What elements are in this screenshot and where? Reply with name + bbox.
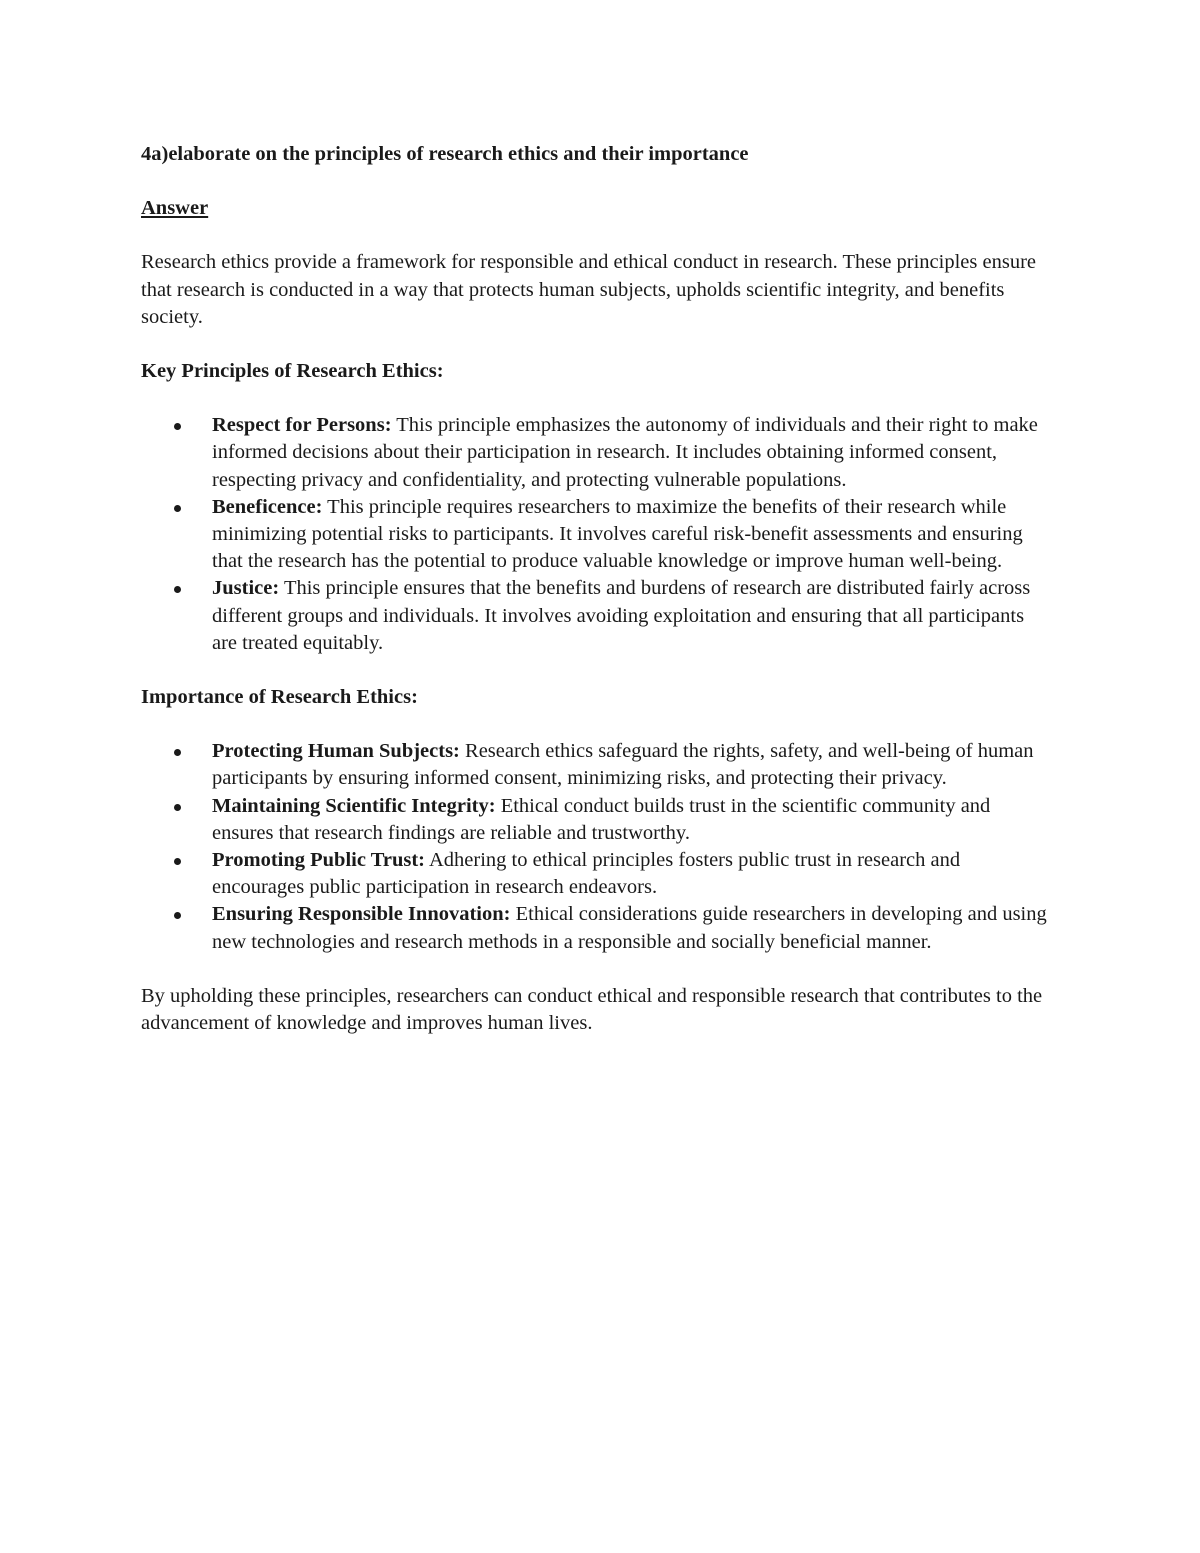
document-page bbox=[141, 141, 1051, 1037]
list-item bbox=[141, 412, 1051, 494]
principle-term: Respect for Persons: bbox=[212, 414, 392, 437]
bullet-icon bbox=[174, 804, 181, 811]
principle-term: Beneficence: bbox=[212, 495, 323, 518]
importance-term: Promoting Public Trust: bbox=[212, 849, 425, 872]
bullet-icon bbox=[174, 423, 181, 430]
list-item bbox=[141, 575, 1051, 657]
principle-term: Justice: bbox=[212, 577, 280, 600]
importance-list bbox=[141, 738, 1051, 956]
list-item bbox=[141, 793, 1051, 847]
list-item bbox=[141, 847, 1051, 901]
importance-text: Ethical conduct builds trust in the scientific community and ensures that research findings are reliable and trustworthy. bbox=[212, 794, 991, 844]
list-item bbox=[141, 738, 1051, 792]
importance-term: Maintaining Scientific Integrity: bbox=[212, 794, 496, 817]
importance-text: Adhering to ethical principles fosters public trust in research and encourages public participation in research endeavors. bbox=[212, 849, 961, 899]
bullet-icon bbox=[174, 749, 181, 756]
bullet-icon bbox=[174, 912, 181, 919]
list-item bbox=[141, 494, 1051, 576]
principle-text: This principle emphasizes the autonomy of individuals and their right to make informed decisions about their participation in research. It includes obtaining informed consent, respecting privacy and confidentiality, and protecting vulnerable populations. bbox=[212, 414, 1038, 491]
importance-title: Importance of Research Ethics: bbox=[141, 686, 418, 709]
principle-text: This principle ensures that the benefits and burdens of research are distributed fairly across different groups and individuals. It involves avoiding exploitation and ensuring that all participants are treated equitably. bbox=[212, 577, 1031, 654]
bullet-icon bbox=[174, 858, 181, 865]
importance-text: Ethical considerations guide researchers in developing and using new technologies and research methods in a responsible and socially beneficial manner. bbox=[212, 903, 1047, 953]
importance-text: Research ethics safeguard the rights, safety, and well-being of human participants by ensuring informed consent, minimizing risks, and protecting their privacy. bbox=[212, 740, 1034, 790]
principle-text: This principle requires researchers to maximize the benefits of their research while minimizing potential risks to participants. It involves careful risk-benefit assessments and ensuring that the research has the potential to produce valuable knowledge or improve human well-being. bbox=[212, 495, 1023, 573]
bullet-icon bbox=[174, 505, 181, 512]
intro-paragraph: Research ethics provide a framework for responsible and ethical conduct in research. These principles ensure that research is conducted in a way that protects human subjects, upholds scientific integrity, and benefits society. bbox=[141, 251, 1037, 328]
answer-label: Answer bbox=[141, 197, 209, 220]
importance-term: Protecting Human Subjects: bbox=[212, 740, 460, 763]
key-principles-title: Key Principles of Research Ethics: bbox=[141, 360, 444, 383]
list-item bbox=[141, 901, 1051, 955]
conclusion-paragraph: By upholding these principles, researchers can conduct ethical and responsible research that contributes to the advancement of knowledge and improves human lives. bbox=[141, 984, 1043, 1035]
question-heading: 4a)elaborate on the principles of research ethics and their importance bbox=[141, 143, 749, 165]
importance-term: Ensuring Responsible Innovation: bbox=[212, 903, 511, 926]
bullet-icon bbox=[174, 586, 181, 593]
key-principles-list bbox=[141, 412, 1051, 657]
